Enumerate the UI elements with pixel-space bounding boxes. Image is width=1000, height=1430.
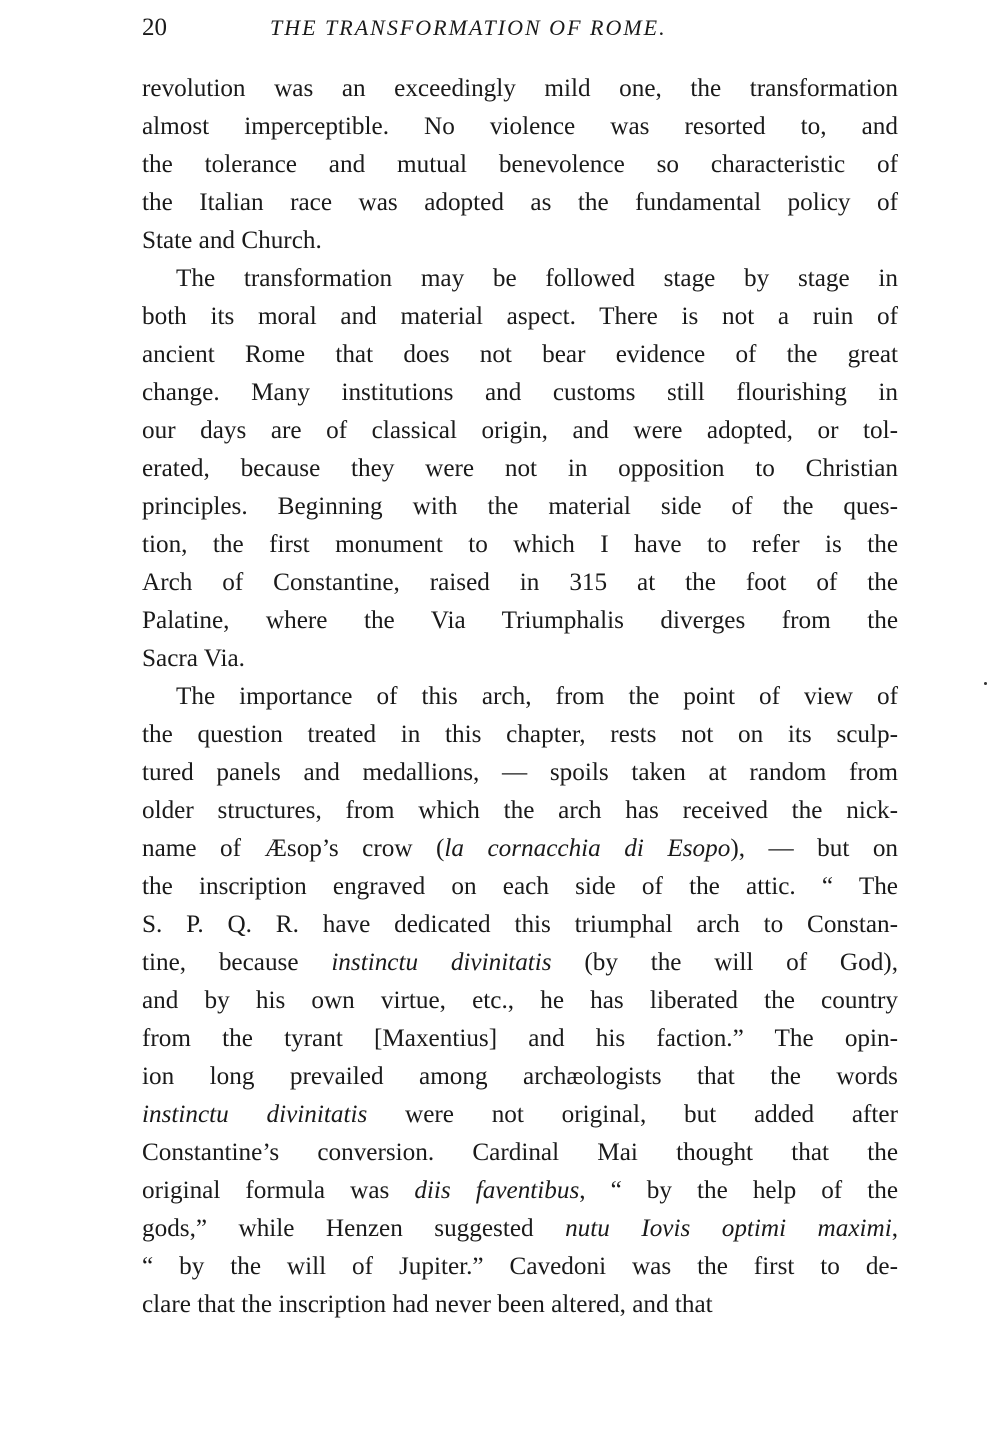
text-line: instinctu divinitatis were not original, but added after — [142, 1101, 898, 1128]
text-line: ancient Rome that does not bear evidence of the great — [142, 341, 898, 368]
text-line: principles. Beginning with the material side of the ques- — [142, 493, 898, 520]
text-line: the inscription engraved on each side of the attic. “ The — [142, 873, 898, 900]
text-line: the Italian race was adopted as the fundamental policy of — [142, 189, 898, 216]
stray-ink-mark — [984, 682, 987, 685]
text-line: The transformation may be followed stage by stage in — [176, 265, 898, 292]
italic-phrase: instinctu divinitatis — [142, 1101, 368, 1128]
text-line: tured panels and medallions, — spoils taken at random from — [142, 759, 898, 786]
text-line: the question treated in this chapter, rests not on its sculp- — [142, 721, 898, 748]
text-line: erated, because they were not in opposition to Christian — [142, 455, 898, 482]
italic-phrase: la cornacchia di Esopo — [444, 835, 731, 862]
running-head — [142, 6, 898, 50]
text-line: Arch of Constantine, raised in 315 at the foot of the — [142, 569, 898, 596]
paragraph-1 — [142, 70, 898, 260]
body-text — [142, 70, 898, 1324]
text-line: and by his own virtue, etc., he has liberated the country — [142, 987, 898, 1014]
text-line: ion long prevailed among archæologists that the words — [142, 1063, 898, 1090]
text-line: change. Many institutions and customs still flourishing in — [142, 379, 898, 406]
paragraph-3 — [142, 678, 898, 1324]
text-line: original formula was diis faventibus, “ by the help of the — [142, 1177, 898, 1204]
text-line: Constantine’s conversion. Cardinal Mai thought that the — [142, 1139, 898, 1166]
text-line: both its moral and material aspect. There is not a ruin of — [142, 303, 898, 330]
text-line: the tolerance and mutual benevolence so characteristic of — [142, 151, 898, 178]
text-line: S. P. Q. R. have dedicated this triumphal arch to Constan- — [142, 911, 898, 938]
italic-phrase: instinctu divinitatis — [331, 949, 552, 976]
text-line: The importance of this arch, from the point of view of — [176, 683, 898, 710]
page-number: 20 — [142, 14, 167, 41]
text-line: Sacra Via. — [142, 645, 245, 672]
italic-phrase: diis faventibus — [414, 1177, 580, 1204]
text-line: clare that the inscription had never been altered, and that — [142, 1291, 713, 1318]
running-title: THE TRANSFORMATION OF ROME. — [270, 15, 667, 40]
paragraph-2 — [142, 260, 898, 678]
text-line: gods,” while Henzen suggested nutu Iovis optimi maximi, — [142, 1215, 898, 1242]
text-line: older structures, from which the arch has received the nick- — [142, 797, 898, 824]
text-line: name of Æsop’s crow (la cornacchia di Esopo), — but on — [142, 835, 899, 862]
italic-phrase: nutu Iovis optimi maximi — [565, 1215, 892, 1242]
text-line: Palatine, where the Via Triumphalis diverges from the — [142, 607, 898, 634]
text-line: from the tyrant [Maxentius] and his faction.” The opin- — [142, 1025, 898, 1052]
text-line: State and Church. — [142, 227, 322, 254]
text-line: tine, because instinctu divinitatis (by the will of God), — [142, 949, 898, 976]
text-line: revolution was an exceedingly mild one, the transformation — [142, 75, 898, 102]
book-page — [142, 6, 898, 1324]
text-line: “ by the will of Jupiter.” Cavedoni was the first to de- — [142, 1253, 898, 1280]
text-line: our days are of classical origin, and were adopted, or tol- — [142, 417, 898, 444]
text-line: almost imperceptible. No violence was resorted to, and — [142, 113, 898, 140]
text-line: tion, the first monument to which I have to refer is the — [142, 531, 898, 558]
